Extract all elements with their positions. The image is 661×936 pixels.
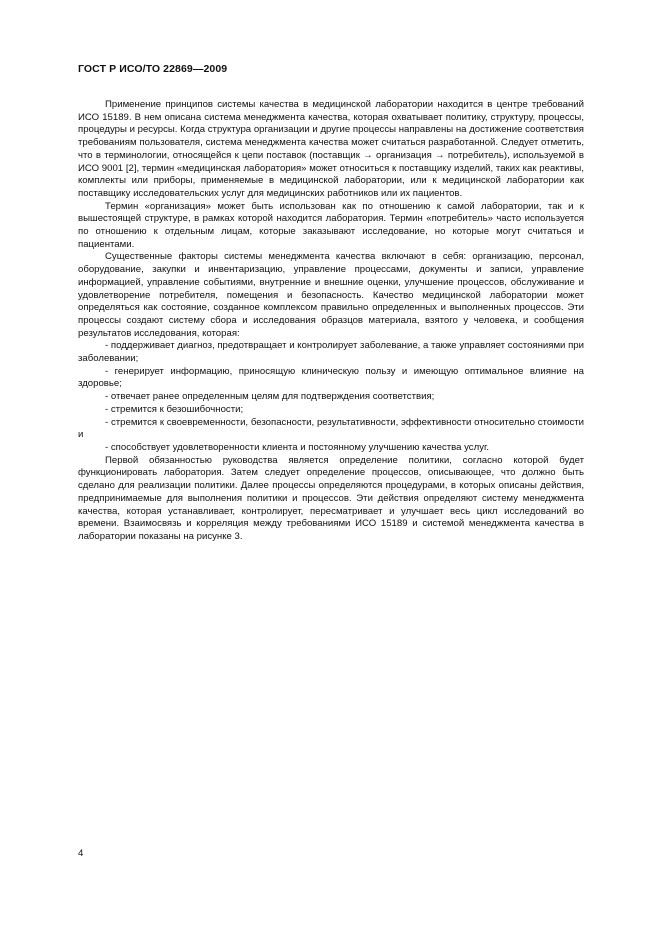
paragraph-management-policy: Первой обязанностью руководства является определение политики, согласно которой будет функционировать лаборатория. Затем следует определение процессов, описывающее, что должно быть сделано для реализации политики. Далее процессы определяются процедурами, в которых описаны действия, предпринимаемые для выполнения политики и процессов. Эти действия определяют систему менеджмента качества, которая устанавливает, контролирует, пересматривает и улучшает весь цикл исследований во времени. Взаимосвязь и корреляция между требованиями ИСО 15189 и системой менеджмента качества в лаборатории показаны на рисунке 3. (78, 454, 584, 542)
list-item-clinical-information: - генерирует информацию, приносящую клиническую пользу и имеющую оптимальное влияние на здоровье; (78, 365, 584, 390)
paragraph-organization-term: Термин «организация» может быть использован как по отношению к самой лаборатории, так и к вышестоящей структуре, в рамках которой находится лаборатория. Термин «потребитель» часто используется по отношению к отдельным лицам, которые заказывают исследование, но которые могут считаться и пациентами. (78, 200, 584, 250)
list-item-error-free: - стремится к безошибочности; (105, 403, 244, 415)
body-text (78, 99, 584, 544)
list-item-defined-goals: - отвечает ранее определенным целям для подтверждения соответствия; (105, 391, 435, 403)
list-item-client-satisfaction: - способствует удовлетворенности клиента и постоянному улучшению качества услуг. (105, 441, 489, 453)
page-header: ГОСТ Р ИСО/ТО 22869—2009 (78, 63, 228, 75)
page-number: 4 (78, 848, 84, 859)
paragraph-quality-principles: Применение принципов системы качества в медицинской лаборатории находится в центре требований ИСО 15189. В нем описана система менеджмента качества, которая охватывает политику, структуру, процессы, процедуры и ресурсы. Когда структура организации и другие процессы направлены на достижение соответствия требованиям пользователя, система менеджмента качества может считаться разработанной. Следует отметить, что в терминологии, относящейся к цепи поставок (поставщик → организация → потребитель), используемой в ИСО 9001 [2], термин «медицинская лаборатория» может относиться к поставщику изделий, таких как реактивы, комплекты или приборы, применяемые в медицинской лаборатории, или к медицинской лаборатории как поставщику исследовательских услуг для медицинских работников или их пациентов. (78, 99, 584, 199)
list-item-timeliness: - стремится к своевременности, безопасности, результативности, эффективности относительно стоимости и (78, 416, 584, 441)
paragraph-essential-factors: Существенные факторы системы менеджмента качества включают в себя: организацию, персонал, оборудование, закупки и инвентаризацию, управление процессами, документы и записи, управление информацией, управление событиями, внутренние и внешние оценки, улучшение процессов, обслуживание и удовлетворение потребителя, помещения и безопасность. Качество медицинской лаборатории может определяться как состояние, созданное комплексом правильно определенных и выполненных процессов. Эти процессы создают систему сбора и исследования образцов материала, взятого у человека, и сообщения результатов исследования, которая: (78, 251, 584, 339)
list-item-diagnosis: - поддерживает диагноз, предотвращает и контролирует заболевание, а также управляет состояниями при заболевании; (78, 340, 584, 365)
